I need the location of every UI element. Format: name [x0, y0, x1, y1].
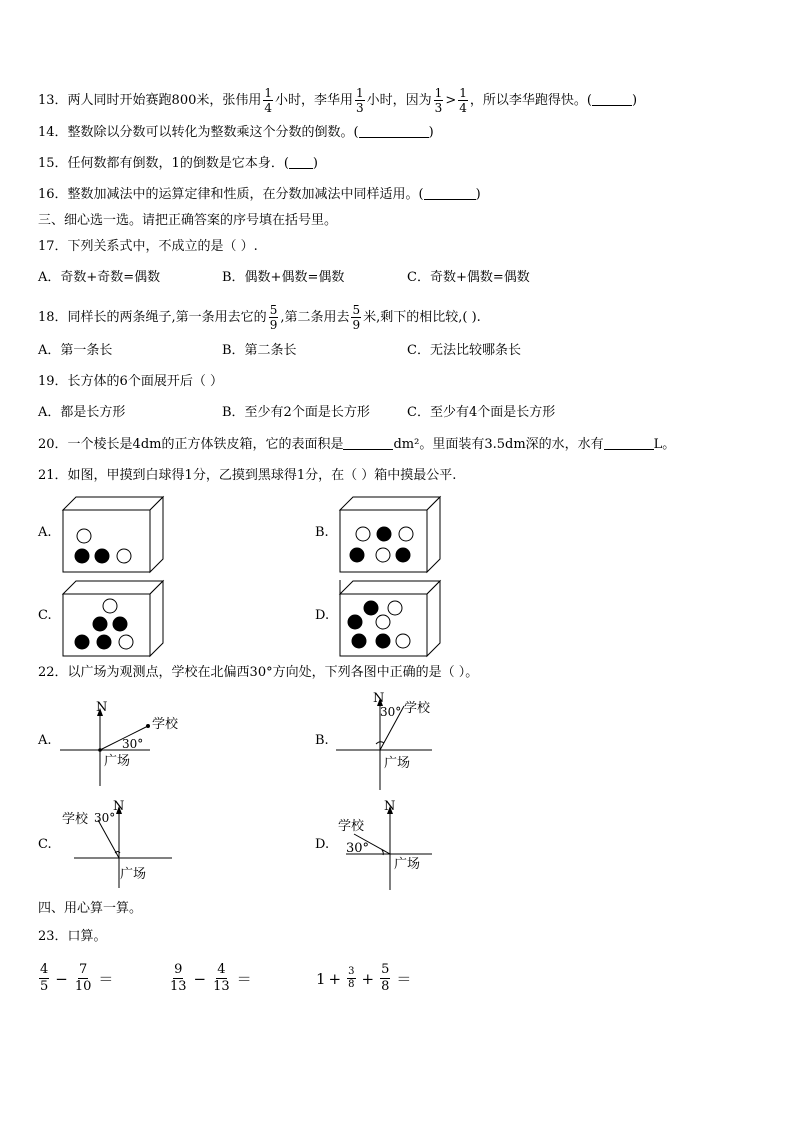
- question-14: 14．整数除以分数可以转化为整数乘这个分数的倒数。( ): [38, 125, 434, 140]
- fraction: $\frac{1}{4}$: [264, 86, 272, 115]
- school-label: 学校: [62, 812, 89, 827]
- q21-option-d[interactable]: D.: [315, 608, 330, 623]
- north-label: N: [373, 691, 385, 706]
- answer-blank[interactable]: [343, 436, 393, 450]
- q17-option-b[interactable]: B．偶数+偶数=偶数: [222, 270, 345, 285]
- school-label: 学校: [338, 819, 365, 834]
- question-18-stem: 18．同样长的两条绳子,第一条用去它的 $\frac{5}{9}$ ,第二条用去 $\frac{5}{9}$ 米,剩下的相比较,( ).: [38, 303, 481, 332]
- school-label: 学校: [152, 717, 179, 732]
- direction-diagram-c: [62, 798, 182, 890]
- question-22-stem: 22．以广场为观测点，学校在北偏西30°方向处，下列各图中正确的是（ ）。: [38, 665, 479, 680]
- angle-label: 30°: [380, 705, 402, 719]
- ball-box-b: [339, 496, 441, 574]
- q22-option-b[interactable]: B.: [315, 733, 329, 748]
- q21-option-c[interactable]: C.: [38, 608, 52, 623]
- question-16: 16．整数加减法中的运算定律和性质，在分数加减法中同样适用。( ): [38, 187, 481, 202]
- direction-diagram-a: [60, 698, 190, 786]
- question-17-stem: 17．下列关系式中，不成立的是（ ）.: [38, 239, 258, 254]
- q19-option-c[interactable]: C．至少有4个面是长方形: [407, 405, 556, 420]
- direction-diagram-b: [336, 692, 466, 790]
- north-label: N: [96, 700, 108, 715]
- q17-option-c[interactable]: C．奇数+偶数=偶数: [407, 270, 530, 285]
- school-label: 学校: [404, 701, 431, 716]
- angle-label: 30°: [346, 841, 370, 856]
- section-3-heading: 三、细心选一选。请把正确答案的序号填在括号里。: [38, 213, 338, 228]
- section-4-heading: 四、用心算一算。: [38, 901, 143, 916]
- ball-box-d: [339, 580, 441, 658]
- fraction: $\frac{5}{9}$: [352, 303, 361, 332]
- question-15: 15．任何数都有倒数，1的倒数是它本身．( ): [38, 156, 318, 171]
- answer-blank[interactable]: [592, 92, 632, 106]
- mental-calc-1: $\frac{4}{5}$ − $\frac{7}{10}$ ＝: [40, 962, 114, 994]
- mental-calc-2: $\frac{9}{13}$ − $\frac{4}{13}$ ＝: [170, 962, 252, 994]
- q18-option-c[interactable]: C．无法比较哪条长: [407, 343, 521, 358]
- question-20: 20．一个棱长是4dm的正方体铁皮箱，它的表面积是 dm²。里面装有3.5dm深的水，水有 L。: [38, 437, 676, 452]
- square-label: 广场: [384, 756, 411, 771]
- question-21-stem: 21．如图，甲摸到白球得1分，乙摸到黑球得1分，在（ ）箱中摸最公平.: [38, 468, 457, 483]
- fraction: $\frac{1}{3}$: [356, 86, 364, 115]
- answer-blank[interactable]: [289, 155, 313, 169]
- q18-option-a[interactable]: A．第一条长: [38, 343, 113, 358]
- angle-label: 30°: [94, 811, 116, 825]
- answer-blank[interactable]: [424, 186, 476, 200]
- q18-option-b[interactable]: B．第二条长: [222, 343, 297, 358]
- square-label: 广场: [394, 857, 421, 872]
- fraction: $\frac{5}{9}$: [269, 303, 278, 332]
- q21-option-b[interactable]: B.: [315, 525, 329, 540]
- q22-option-a[interactable]: A.: [38, 733, 52, 748]
- q22-option-d[interactable]: D.: [315, 837, 330, 852]
- question-13: 13．两人同时开始赛跑800米，张伟用 $\frac{1}{4}$ 小时，李华用 $\frac{1}{3}$ 小时，因为 $\frac{1}{3}$ > $\frac{1}{4}$ ，所以李华跑得快。( ): [38, 86, 638, 115]
- q17-option-a[interactable]: A．奇数+奇数=偶数: [38, 270, 161, 285]
- question-23-stem: 23．口算。: [38, 929, 107, 944]
- answer-blank[interactable]: [604, 436, 654, 450]
- ball-box-a: [62, 496, 164, 574]
- q19-option-b[interactable]: B．至少有2个面是长方形: [222, 405, 370, 420]
- ball-box-c: [62, 580, 164, 658]
- north-label: N: [384, 799, 396, 814]
- square-label: 广场: [120, 867, 147, 882]
- angle-label: 30°: [122, 737, 144, 751]
- q19-option-a[interactable]: A．都是长方形: [38, 405, 126, 420]
- answer-blank[interactable]: [359, 124, 429, 138]
- square-label: 广场: [104, 754, 131, 769]
- direction-diagram-d: [336, 798, 446, 890]
- north-label: N: [113, 799, 125, 814]
- q22-option-c[interactable]: C.: [38, 837, 52, 852]
- mental-calc-3: 1 + $\frac{3}{8}$ + $\frac{5}{8}$ ＝: [316, 962, 412, 994]
- fraction: $\frac{1}{4}$: [459, 86, 467, 115]
- question-19-stem: 19．长方体的6个面展开后（ ）: [38, 374, 223, 389]
- q21-option-a[interactable]: A.: [38, 525, 52, 540]
- fraction: $\frac{1}{3}$: [434, 86, 443, 115]
